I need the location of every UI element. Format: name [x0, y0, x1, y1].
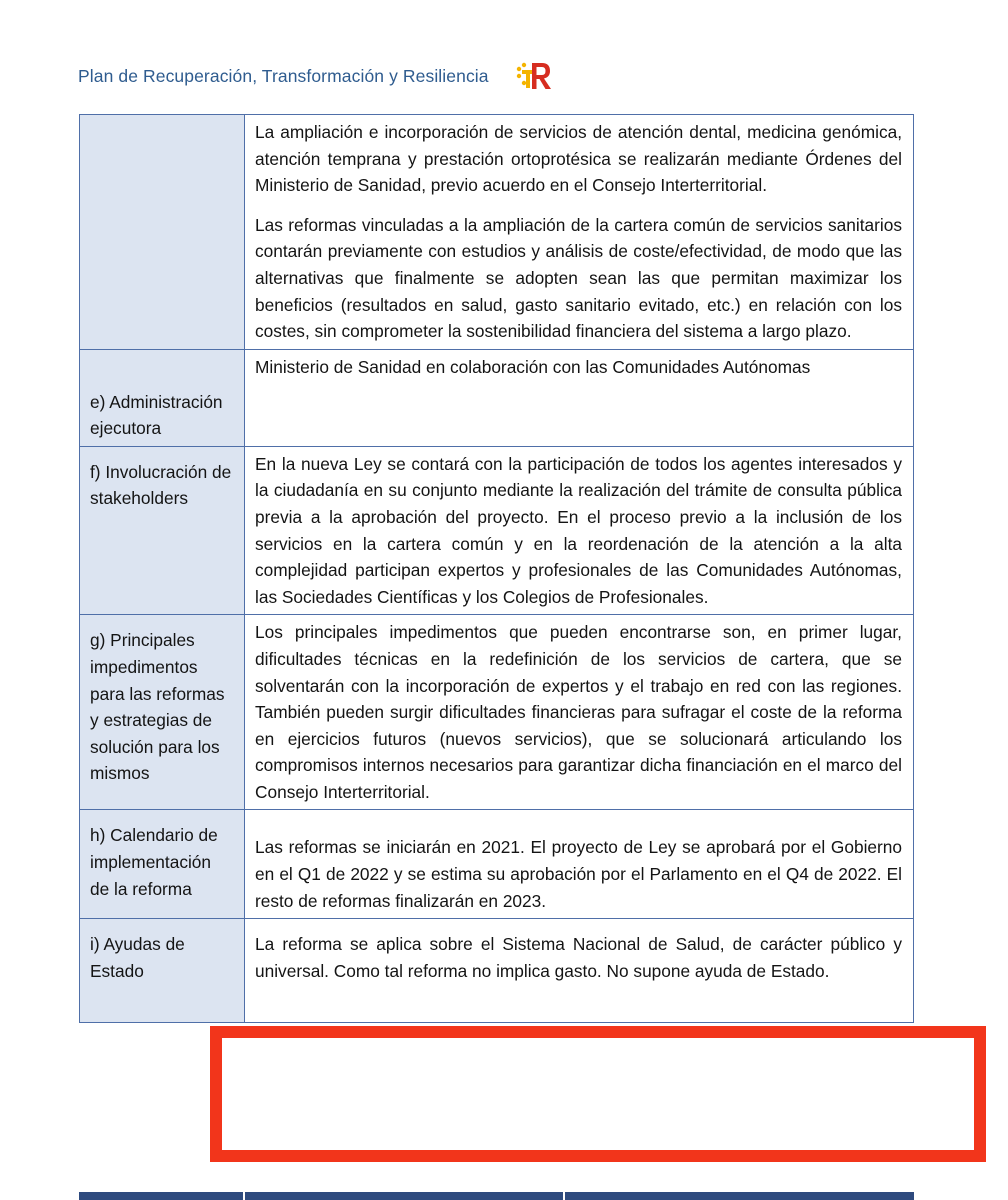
row-content: [245, 810, 914, 919]
row-label: g) Principales impedimentos para las reformas y estrategias de solución para los mismos: [80, 615, 245, 810]
next-table-header-cell: [565, 1192, 914, 1200]
tr-logo-icon: [515, 58, 553, 94]
paragraph: Las reformas vinculadas a la ampliación de la cartera común de servicios sanitarios contarán previamente con estudios y análisis de coste/efectividad, de modo que las alternativas que finalmente se adopten sean las que permitan maximizar los beneficios (resultados en salud, gasto sanitario evitado, etc.) en relación con los costes, sin comprometer la sostenibilidad financiera del sistema a largo plazo.: [255, 214, 902, 342]
row-content: [245, 615, 914, 810]
table-row: [80, 919, 914, 1023]
row-label: i) Ayudas de Estado: [80, 919, 245, 1023]
row-label: [80, 349, 245, 446]
label-text: e) Administración ejecutora: [90, 391, 223, 439]
paragraph: Ministerio de Sanidad en colaboración con las Comunidades Autónomas: [255, 356, 811, 377]
paragraph: Los principales impedimentos que pueden encontrarse son, en primer lugar, dificultades técnicas en la redefinición de los servicios de cartera, que se solventarán con la incorporación de expertos y el trabajo en red con las regiones. También pueden surgir dificultades financieras para sufragar el coste de la reforma en ejercicios futuros (nuevos servicios), que se solucionará articulando los compromisos internos necesarios para garantizar dicha financiación en el marco del Consejo Interterritorial.: [255, 622, 902, 802]
document-header: [78, 56, 553, 96]
paragraph: En la nueva Ley se contará con la participación de todos los agentes interesados y la ciudadanía en su conjunto mediante la realización del trámite de consulta pública previa a la aprobación del proyecto. En el proceso previo a la inclusión de los servicios en la cartera común y en la reordenación de la atención a la alta complejidad participan expertos y profesionales de las Comunidades Autónomas, las Sociedades Científicas y los Colegios de Profesionales.: [255, 453, 902, 607]
row-content: [245, 446, 914, 615]
next-table-header-cell: [245, 1192, 563, 1200]
table-row: [80, 446, 914, 615]
table-row: [80, 810, 914, 919]
next-table-header: [79, 1192, 914, 1200]
highlight-annotation-box: [210, 1026, 986, 1162]
next-table-header-cell: [79, 1192, 243, 1200]
table-row: [80, 349, 914, 446]
row-label: h) Calendario de implementación de la reforma: [80, 810, 245, 919]
table-row: [80, 615, 914, 810]
paragraph: La reforma se aplica sobre el Sistema Nacional de Salud, de carácter público y universal. Como tal reforma no implica gasto. No supone ayuda de Estado.: [255, 934, 902, 981]
row-content: [245, 919, 914, 1023]
tr-logo: [515, 58, 553, 94]
row-label: [80, 115, 245, 350]
table-row: [80, 115, 914, 350]
reform-details-table: [79, 114, 914, 1023]
header-title: Plan de Recuperación, Transformación y Resiliencia: [78, 65, 489, 86]
paragraph: Las reformas se iniciarán en 2021. El proyecto de Ley se aprobará por el Gobierno en el Q1 de 2022 y se estima su aprobación por el Parlamento en el Q4 de 2022. El resto de reformas finalizarán en 2023.: [255, 837, 902, 911]
row-content: [245, 349, 914, 446]
row-content: [245, 115, 914, 350]
paragraph: La ampliación e incorporación de servicios de atención dental, medicina genómica, atención temprana y prestación ortoprotésica se realizarán mediante Órdenes del Ministerio de Sanidad, previo acuerdo en el Consejo Interterritorial.: [255, 122, 902, 196]
row-label: f) Involucración de stakeholders: [80, 446, 245, 615]
